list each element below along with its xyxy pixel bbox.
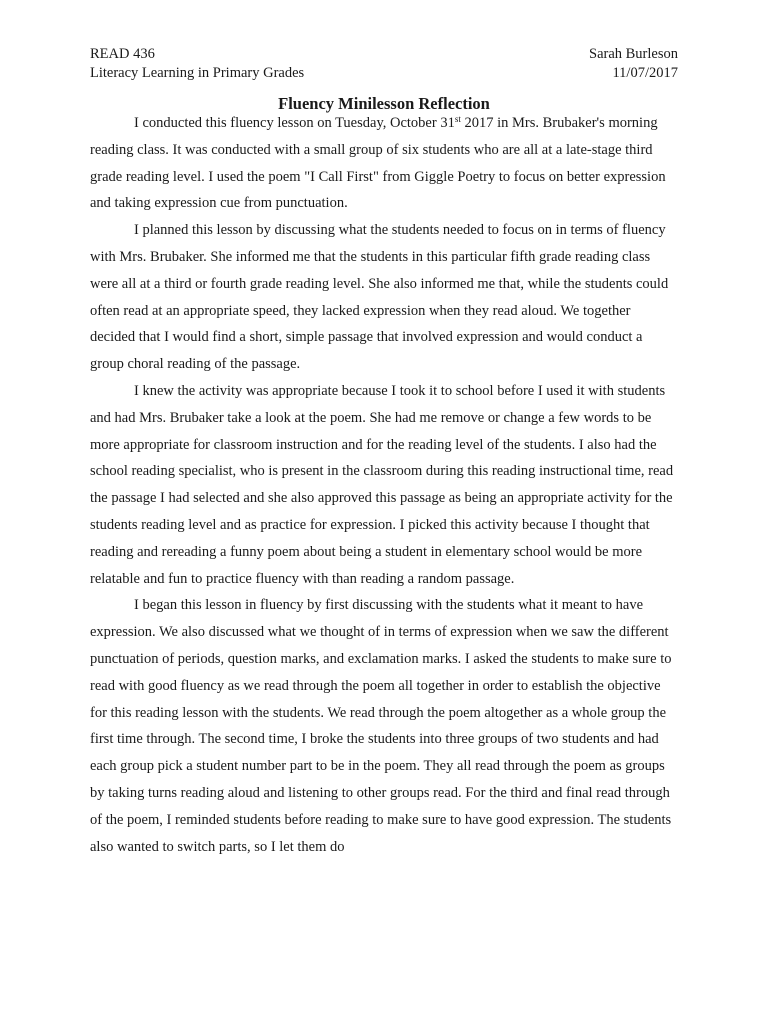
paragraph-4: I began this lesson in fluency by first discussing with the students what it meant to have expression. We also discussed what we thought of in terms of expression when we saw the different punctuation of periods, question marks, and exclamation marks. I asked the students to make sure to read with good fluency as we read through the poem all together in order to establish the objective for this reading lesson with the students. We read through the poem altogether as a whole group the first time through. The second time, I broke the students into three groups of two students and had each group pick a student number part to be in the poem. They all read through the poem as groups by taking turns reading aloud and listening to other groups read. For the third and final read through of the poem, I reminded students before reading to make sure to have good expression. The students also wanted to switch parts, so I let them do [90,597,672,855]
document-body [90,110,678,860]
document-title: Fluency Minilesson Reflection [278,94,490,113]
paragraph-3: I knew the activity was appropriate because I took it to school before I used it with students and had Mrs. Brubaker take a look at the poem. She had me remove or change a few words to be more appropriate for classroom instruction and for the reading level of the students. I also had the school reading specialist, who is present in the classroom during this reading instructional time, read the passage I had selected and she also approved this passage as being an appropriate activity for the students reading level and as practice for expression. I picked this activity because I thought that reading and rereading a funny poem about being a student in elementary school would be more relatable and fun to practice fluency with than reading a random passage. [90,382,674,587]
header-row-1 [90,45,678,64]
document-date: 11/07/2017 [612,65,678,81]
paragraph-1-text-a: I conducted this fluency lesson on Tuesday, October 31 [134,115,455,131]
header-row-2 [90,64,678,83]
course-title: Literacy Learning in Primary Grades [90,65,305,81]
ordinal-suffix: st [454,114,461,124]
paragraph-1-text-b: 2017 in Mrs. Brubaker's morning reading class. It was conducted with a small group of six students who are all at a late-stage third grade reading level. I used the poem "I Call First" from Giggle Poetry to focus on better expression and taking expression cue from punctuation. [90,115,666,212]
course-code: READ 436 [90,46,155,62]
document-header [90,45,678,83]
paragraph-1 [90,110,678,217]
paragraph-2: I planned this lesson by discussing what the students needed to focus on in terms of fluency with Mrs. Brubaker. She informed me that the students in this particular fifth grade reading class were all at a third or fourth grade reading level. She also informed me that, while the students could often read at an appropriate speed, they lacked expression when they read aloud. We together decided that I would find a short, simple passage that involved expression and would conduct a group choral reading of the passage. [90,222,669,373]
author-name: Sarah Burleson [589,46,678,62]
